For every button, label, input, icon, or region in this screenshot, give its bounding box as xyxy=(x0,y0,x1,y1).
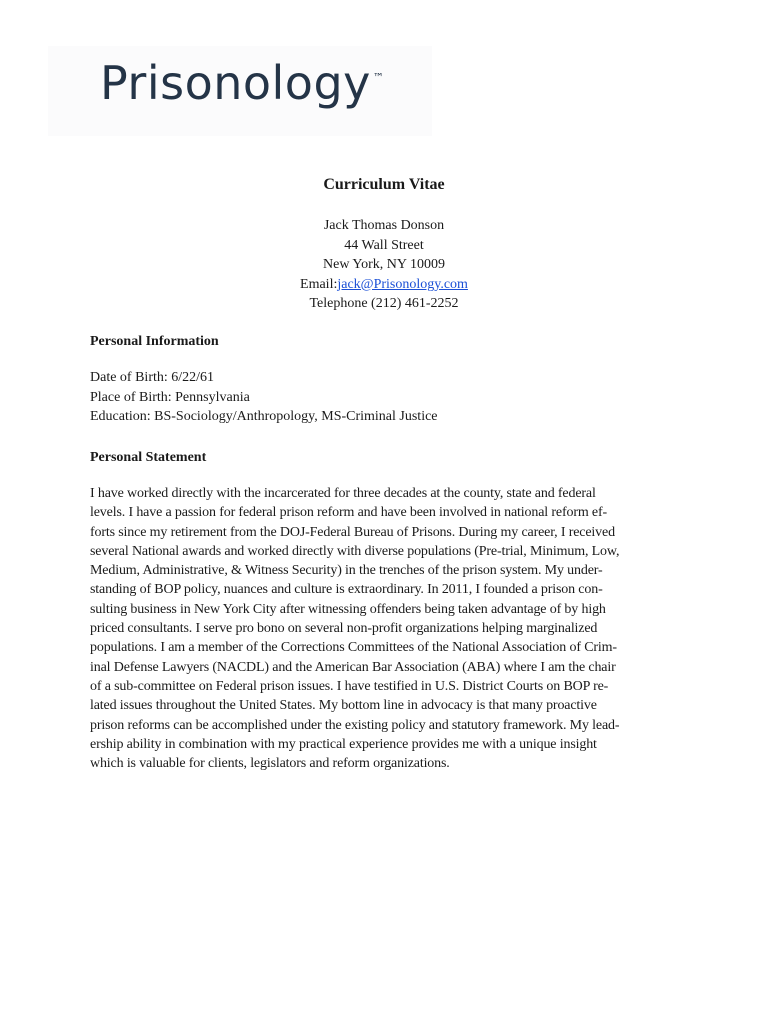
statement-line: forts since my retirement from the DOJ-Federal Bureau of Prisons. During my career, I received xyxy=(90,524,615,540)
contact-telephone: Telephone (212) 461-2252 xyxy=(309,296,459,311)
statement-line: ership ability in combination with my practical experience provides me with a unique insight xyxy=(90,736,597,752)
email-link[interactable]: jack@Prisonology.com xyxy=(337,276,468,292)
email-label: Email: xyxy=(300,276,338,292)
education: Education: BS-Sociology/Anthropology, MS-Criminal Justice xyxy=(90,409,438,424)
statement-line: several National awards and worked directly with diverse populations (Pre-trial, Minimum, Low, xyxy=(90,543,620,559)
statement-line: levels. I have a passion for federal prison reform and have been involved in national reform ef- xyxy=(90,505,608,521)
statement-line: Medium, Administrative, & Witness Security) in the trenches of the prison system. My under- xyxy=(90,563,603,579)
statement-line: lated issues throughout the United States. My bottom line in advocacy is that many proactive xyxy=(90,698,597,714)
personal-information-list xyxy=(90,368,678,427)
place-of-birth: Place of Birth: Pennsylvania xyxy=(90,389,250,405)
statement-line: standing of BOP policy, nuances and culture is extraordinary. In 2011, I founded a prison con- xyxy=(90,582,603,598)
personal-statement-section xyxy=(90,450,678,773)
contact-city: New York, NY 10009 xyxy=(323,257,445,272)
logo-text: Prisonology xyxy=(100,56,371,110)
statement-line: I have worked directly with the incarcerated for three decades at the county, state and federal xyxy=(90,486,596,501)
prisonology-logo xyxy=(100,56,384,110)
document-title: Curriculum Vitae xyxy=(323,176,445,193)
statement-line: sulting business in New York City after witnessing offenders being taken advantage of by high xyxy=(90,601,606,617)
statement-line: which is valuable for clients, legislators and reform organizations. xyxy=(90,756,450,772)
contact-street: 44 Wall Street xyxy=(344,237,424,253)
personal-statement-body xyxy=(90,484,678,773)
personal-statement-heading: Personal Statement xyxy=(90,450,207,465)
statement-line: populations. I am a member of the Corrections Committees of the National Association of Crim- xyxy=(90,640,617,656)
personal-information-heading: Personal Information xyxy=(90,334,219,349)
personal-information-section xyxy=(90,334,678,427)
statement-line: of a sub-committee on Federal prison issues. I have testified in U.S. District Courts on BOP re- xyxy=(90,678,609,694)
contact-name: Jack Thomas Donson xyxy=(323,218,445,233)
contact-block xyxy=(0,216,768,314)
date-of-birth: Date of Birth: 6/22/61 xyxy=(90,370,215,385)
contact-email-line xyxy=(0,275,768,295)
statement-line: priced consultants. I serve pro bono on several non-profit organizations helping marginalized xyxy=(90,621,598,637)
statement-line: prison reforms can be accomplished under the existing policy and statutory framework. My lead- xyxy=(90,717,620,733)
statement-line: inal Defense Lawyers (NACDL) and the American Bar Association (ABA) where I am the chair xyxy=(90,659,616,675)
trademark-symbol: ™ xyxy=(372,71,384,84)
